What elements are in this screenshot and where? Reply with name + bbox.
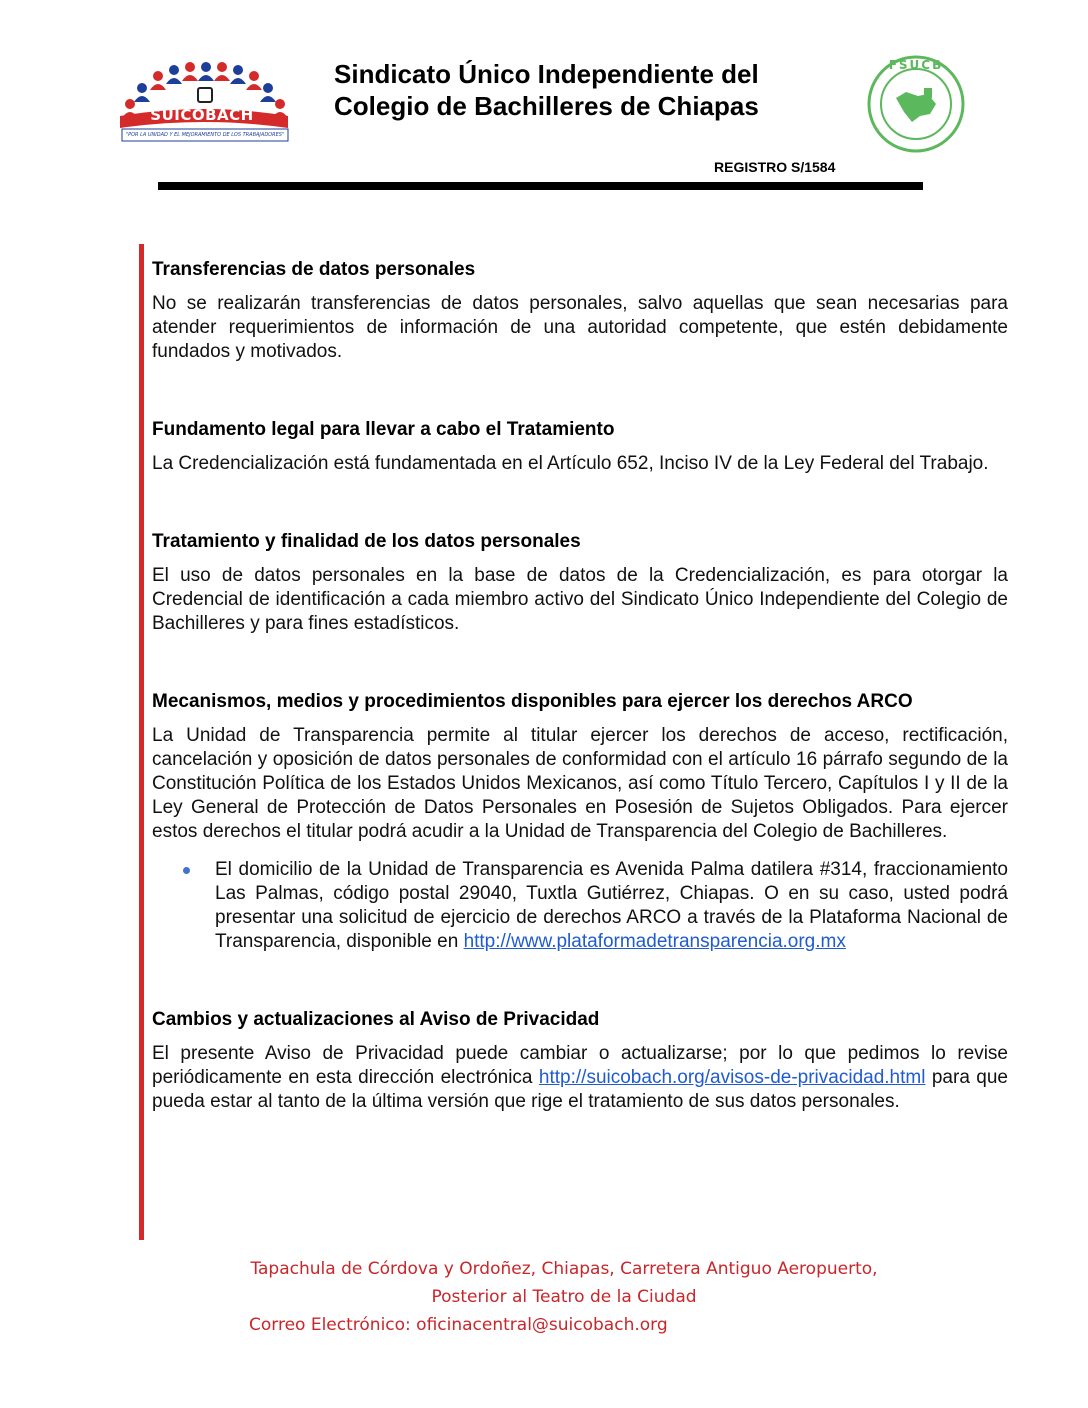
- bullet-list: [152, 858, 1008, 954]
- logo-right-name: FSUCB: [888, 58, 944, 72]
- logo-left-name: SUICOBACH: [150, 106, 254, 124]
- section-paragraph: El uso de datos personales en la base de datos de la Credencialización, es para otorgar la Credencial de identificación a cada miembro activo del Sindicato Único Independiente del Colegio de Bachilleres y para fines estadísticos.: [152, 565, 1008, 634]
- avisos-privacidad-link[interactable]: http://suicobach.org/avisos-de-privacidad.html: [538, 1067, 926, 1088]
- section-paragraph: [152, 1042, 1008, 1114]
- suicobach-logo: [116, 60, 292, 144]
- section-paragraph: La Credencialización está fundamentada en el Artículo 652, Inciso IV de la Ley Federal del Trabajo.: [152, 453, 989, 474]
- left-accent-bar: [139, 244, 144, 1240]
- section-heading: Cambios y actualizaciones al Aviso de Privacidad: [152, 1009, 600, 1030]
- footer-line-1: Tapachula de Córdova y Ordoñez, Chiapas, Carretera Antiguo Aeropuerto,: [250, 1259, 878, 1279]
- paragraph-text-before: El presente Aviso de Privacidad puede cambiar o actualizarse; por lo que pedimos lo revise periódicamente en esta dirección electrónica: [152, 1043, 1008, 1088]
- title-line-2: Colegio de Bachilleres de Chiapas: [334, 91, 759, 121]
- section-fundamento: [152, 418, 1008, 476]
- logo-left-motto: "POR LA UNIDAD Y EL MEJORAMIENTO DE LOS TRABAJADORES": [125, 132, 285, 138]
- section-transferencias: [152, 258, 1008, 364]
- list-item: [152, 858, 1008, 954]
- footer-address: [200, 1255, 928, 1339]
- section-heading: Tratamiento y finalidad de los datos personales: [152, 531, 581, 552]
- transparencia-link[interactable]: http://www.plataformadetransparencia.org.mx: [463, 931, 846, 952]
- bullet-icon: [183, 867, 190, 874]
- section-cambios: [152, 1008, 1008, 1114]
- section-heading: Fundamento legal para llevar a cabo el Tratamiento: [152, 419, 615, 440]
- footer-line-2: Posterior al Teatro de la Ciudad: [431, 1287, 697, 1307]
- bullet-text: El domicilio de la Unidad de Transparencia es Avenida Palma datilera #314, fraccionamiento Las Palmas, código postal 29040, Tuxtla Gutiérrez, Chiapas. O en su caso, usted podrá presentar una solicitud de ejercicio de derechos ARCO a través de la Plataforma Nacional de Transparencia, disponible en: [215, 859, 1008, 952]
- document-body: [152, 258, 1008, 1114]
- header-divider: [158, 182, 923, 190]
- paragraph-text-after: para que pueda estar al tanto de la última versión que rige el tratamiento de sus datos personales.: [152, 1067, 1008, 1112]
- section-tratamiento: [152, 530, 1008, 636]
- page-title: [334, 58, 854, 122]
- fsucb-logo: [866, 54, 966, 154]
- section-heading: Mecanismos, medios y procedimientos disponibles para ejercer los derechos ARCO: [152, 691, 913, 712]
- footer-email: Correo Electrónico: oficinacentral@suicobach.org: [249, 1315, 668, 1335]
- title-line-1: Sindicato Único Independiente del: [334, 59, 759, 89]
- section-heading: Transferencias de datos personales: [152, 259, 476, 280]
- section-paragraph: No se realizarán transferencias de datos personales, salvo aquellas que sean necesarias para atender requerimientos de información de una autoridad competente, que estén debidamente fundados y motivados.: [152, 293, 1008, 362]
- section-arco: [152, 690, 1008, 954]
- section-paragraph: La Unidad de Transparencia permite al titular ejercer los derechos de acceso, rectificación, cancelación y oposición de datos personales de conformidad con el artículo 16 párrafo segundo de la Constitución Política de los Estados Unidos Mexicanos, así como Título Tercero, Capítulos I y II de la Ley General de Protección de Datos Personales en Posesión de Sujetos Obligados. Para ejercer estos derechos el titular podrá acudir a la Unidad de Transparencia del Colegio de Bachilleres.: [152, 725, 1008, 842]
- registro-label: REGISTRO S/1584: [714, 159, 836, 175]
